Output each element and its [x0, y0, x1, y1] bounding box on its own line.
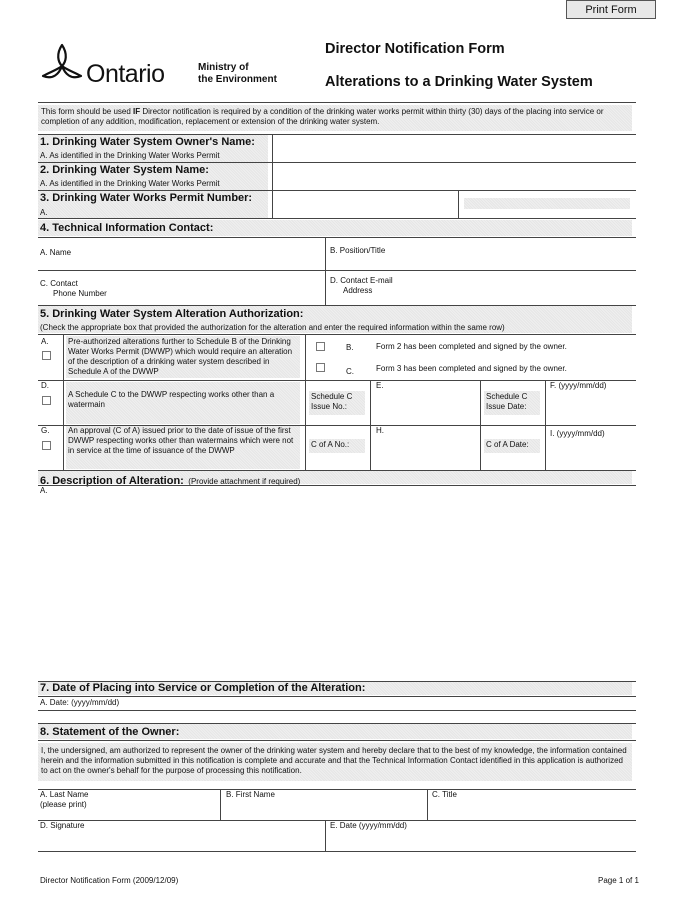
print-form-button[interactable]: Print Form — [566, 0, 656, 19]
field-e-label: E. — [376, 381, 384, 390]
intro-part2: Director notification is required by a condition of the drinking water works permit within thirty (30) days of the placing into service or completion of any addition, modification, replacement or extension of the drinking water system. — [41, 107, 604, 126]
option-g-letter: G. — [41, 426, 50, 435]
option-d-checkbox[interactable] — [42, 396, 51, 405]
option-g-text: An approval (C of A) issued prior to the date of issue of the first DWWP respecting works other than watermains which were not in service at the time of issuance of the DWWP — [66, 426, 300, 469]
section-5-instructions: (Check the appropriate box that provided the authorization for the alteration and enter the required information within the same row) — [40, 323, 505, 332]
option-c-letter: C. — [346, 367, 354, 376]
contact-name-field[interactable] — [80, 240, 320, 268]
contact-position-field[interactable] — [400, 240, 630, 268]
first-name-field[interactable] — [226, 801, 422, 818]
c-of-a-no-label: C of A No.: — [309, 439, 365, 453]
description-label: A. — [40, 486, 48, 495]
form-subtitle: Alterations to a Drinking Water System — [325, 74, 593, 90]
contact-phone-label-line1: C. Contact — [40, 279, 78, 288]
contact-email-field[interactable] — [410, 273, 630, 303]
owner-name-field[interactable] — [275, 135, 635, 162]
section-2-title: 2. Drinking Water System Name: — [40, 164, 209, 176]
last-name-field[interactable] — [100, 792, 215, 818]
section-1-title: 1. Drinking Water System Owner's Name: — [40, 136, 255, 148]
contact-name-label: A. Name — [40, 248, 72, 257]
section-2-sub: A. As identified in the Drinking Water Works Permit — [40, 179, 220, 188]
signature-date-label: E. Date (yyyy/mm/dd) — [330, 821, 407, 830]
contact-email-label-line2: Address — [343, 286, 373, 295]
field-i-label: I. (yyyy/mm/dd) — [550, 429, 605, 438]
section-3-title: 3. Drinking Water Works Permit Number: — [40, 192, 253, 204]
permit-number-field[interactable] — [275, 191, 455, 218]
description-field[interactable] — [52, 487, 632, 677]
option-a-checkbox[interactable] — [42, 351, 51, 360]
option-a-letter: A. — [41, 337, 49, 346]
section-7-title: 7. Date of Placing into Service or Completion of the Alteration: — [40, 682, 366, 694]
section-8-title: 8. Statement of the Owner: — [40, 726, 180, 738]
owner-statement-text: I, the undersigned, am authorized to represent the owner of the drinking water system and hereby declare that to the best of my knowledge, the information contained herein and the information submitted in this notification is complete and accurate and that the Technical Information Contact identified in this application is authorized to act on the owner's behalf for the purpose of processing this notification. — [38, 743, 632, 781]
option-c-checkbox[interactable] — [316, 363, 325, 372]
signature-label: D. Signature — [40, 821, 85, 830]
schedule-c-issue-no-label: Schedule C Issue No.: — [309, 391, 365, 415]
last-name-label-line1: A. Last Name — [40, 790, 89, 799]
ministry-line1: Ministry of — [198, 62, 249, 73]
ontario-wordmark: Ontario — [86, 60, 165, 88]
footer-page-number: Page 1 of 1 — [598, 876, 639, 885]
c-of-a-date-field[interactable] — [550, 440, 632, 469]
section-4-title: 4. Technical Information Contact: — [40, 222, 214, 234]
contact-phone-label — [40, 279, 107, 299]
section-3-sub: A. — [40, 208, 48, 217]
option-g-checkbox[interactable] — [42, 441, 51, 450]
last-name-label — [40, 790, 88, 810]
c-of-a-date-label: C of A Date: — [484, 439, 540, 453]
contact-email-label-line1: D. Contact E-mail — [330, 276, 393, 285]
contact-phone-field[interactable] — [120, 273, 320, 303]
intro-part1: This form should be used — [41, 107, 134, 116]
system-name-field[interactable] — [275, 163, 635, 190]
option-b-checkbox[interactable] — [316, 342, 325, 351]
contact-email-label — [330, 276, 393, 296]
section-5-title: 5. Drinking Water System Alteration Authorization: — [40, 308, 304, 320]
option-d-text: A Schedule C to the DWWP respecting works other than a watermain — [66, 382, 300, 424]
title-field[interactable] — [432, 801, 632, 818]
c-of-a-no-field[interactable] — [376, 437, 476, 469]
schedule-c-issue-date-field[interactable] — [550, 392, 632, 424]
first-name-label: B. First Name — [226, 790, 275, 799]
permit-number-extra-field[interactable] — [464, 198, 630, 209]
footer-form-id: Director Notification Form (2009/12/09) — [40, 876, 179, 885]
last-name-label-line2: (please print) — [40, 800, 87, 809]
ministry-name — [198, 62, 277, 86]
service-date-field[interactable] — [140, 697, 630, 709]
option-b-letter: B. — [346, 343, 354, 352]
form-title: Director Notification Form — [325, 41, 505, 57]
schedule-c-issue-date-label: Schedule C Issue Date: — [484, 391, 540, 415]
trillium-logo-icon — [40, 42, 86, 86]
field-f-label: F. (yyyy/mm/dd) — [550, 381, 607, 390]
service-date-label: A. Date: (yyyy/mm/dd) — [40, 698, 120, 707]
contact-position-label: B. Position/Title — [330, 246, 386, 255]
intro-bold: IF — [133, 107, 141, 116]
contact-phone-label-line2: Phone Number — [53, 289, 107, 298]
signature-date-field[interactable] — [330, 832, 630, 849]
ministry-line2: the Environment — [198, 74, 277, 85]
section-6-title: 6. Description of Alteration: — [40, 475, 184, 487]
schedule-c-issue-no-field[interactable] — [376, 392, 476, 424]
field-h-label: H. — [376, 426, 384, 435]
option-c-text: Form 3 has been completed and signed by the owner. — [376, 364, 567, 373]
section-6-note: (Provide attachment if required) — [188, 477, 301, 486]
signature-field[interactable] — [40, 832, 320, 849]
option-d-letter: D. — [41, 381, 49, 390]
title-label: C. Title — [432, 790, 457, 799]
intro-text — [38, 105, 632, 131]
section-1-sub: A. As identified in the Drinking Water Works Permit — [40, 151, 220, 160]
option-b-text: Form 2 has been completed and signed by the owner. — [376, 342, 567, 351]
option-a-text: Pre-authorized alterations further to Schedule B of the Drinking Water Works Permit (DWWP) which would require an alteration of the description of a drinking water system described in Schedule A of the DWWP — [66, 336, 300, 378]
